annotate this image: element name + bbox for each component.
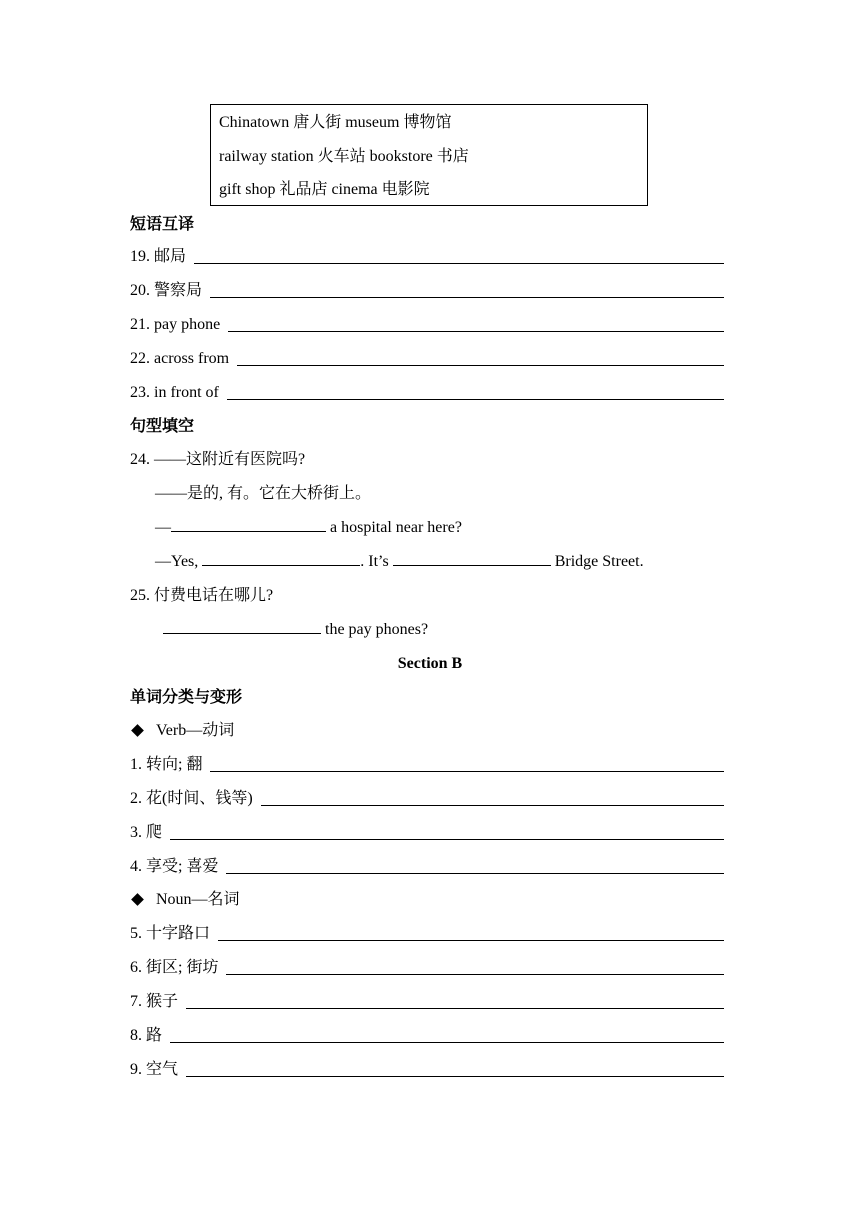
answer-line[interactable] [210,296,724,298]
answer-line[interactable] [210,770,724,772]
noun-item-8 [130,1024,724,1046]
item-label: 4. 享受; 喜爱 [130,858,219,875]
answer-line[interactable] [237,364,724,366]
verb-category [130,720,234,742]
item-label: 22. across from [130,350,230,367]
vocabulary-box [210,104,648,206]
noun-category [130,889,240,911]
verb-item-2 [130,787,724,809]
verb-label: Verb—动词 [156,722,235,739]
item-label: 20. 警察局 [130,282,203,299]
vocab-line: railway station 火车站 bookstore 书店 [219,148,469,165]
q25-chinese-question: 25. 付费电话在哪儿? [130,587,274,604]
word-classification-heading: 单词分类与变形 [130,687,243,706]
q24-chinese-question: 24. ——这附近有医院吗? [130,451,306,468]
answer-line[interactable] [194,262,724,264]
verb-item-3 [130,821,724,843]
vocab-line: Chinatown 唐人街 museum 博物馆 [219,114,452,131]
item-label: 3. 爬 [130,824,163,841]
fill-blank[interactable] [202,551,360,566]
answer-line[interactable] [186,1075,724,1077]
answer-line[interactable] [261,804,724,806]
phrase-item-20 [130,279,724,301]
verb-item-1 [130,753,724,775]
verb-item-4 [130,855,724,877]
item-label: 7. 猴子 [130,993,179,1010]
answer-line[interactable] [170,838,724,840]
fill-blank[interactable] [393,551,551,566]
item-label: 2. 花(时间、钱等) [130,790,253,807]
sentence-text: . It’s [360,553,393,570]
q25-english-question [163,619,428,641]
item-label: 1. 转向; 翻 [130,756,203,773]
sentence-text: —Yes, [155,553,203,570]
sentence-text: Bridge Street. [550,553,644,570]
answer-line[interactable] [226,973,724,975]
diamond-bullet-icon [131,724,144,737]
sentences-heading: 句型填空 [130,416,195,435]
fill-blank[interactable] [171,517,326,532]
noun-item-5 [130,922,724,944]
noun-item-7 [130,990,724,1012]
answer-line[interactable] [227,398,724,400]
item-label: 8. 路 [130,1027,163,1044]
noun-item-9 [130,1058,724,1080]
item-label: 23. in front of [130,384,219,401]
dash-prefix: — [155,519,171,536]
noun-label: Noun—名词 [156,891,240,908]
answer-line[interactable] [226,872,724,874]
q24-english-answer [155,551,644,573]
fill-blank[interactable] [163,619,321,634]
item-label: 5. 十字路口 [130,925,211,942]
q24-chinese-answer: ——是的, 有。它在大桥街上。 [155,485,372,502]
item-label: 9. 空气 [130,1061,179,1078]
answer-line[interactable] [218,939,724,941]
item-label: 21. pay phone [130,316,221,333]
answer-line[interactable] [186,1007,724,1009]
vocab-line: gift shop 礼品店 cinema 电影院 [219,181,430,198]
sentence-text: the pay phones? [321,621,429,638]
phrase-item-22 [130,347,724,369]
phrase-item-21 [130,313,724,335]
phrase-item-19 [130,245,724,267]
answer-line[interactable] [228,330,724,332]
item-label: 19. 邮局 [130,248,187,265]
phrase-item-23 [130,381,724,403]
item-label: 6. 街区; 街坊 [130,959,219,976]
answer-line[interactable] [170,1041,724,1043]
phrases-heading: 短语互译 [130,214,195,233]
noun-item-6 [130,956,724,978]
sentence-text: a hospital near here? [326,519,462,536]
diamond-bullet-icon [131,893,144,906]
q24-english-question [155,517,462,539]
section-b-title: Section B [397,655,463,672]
